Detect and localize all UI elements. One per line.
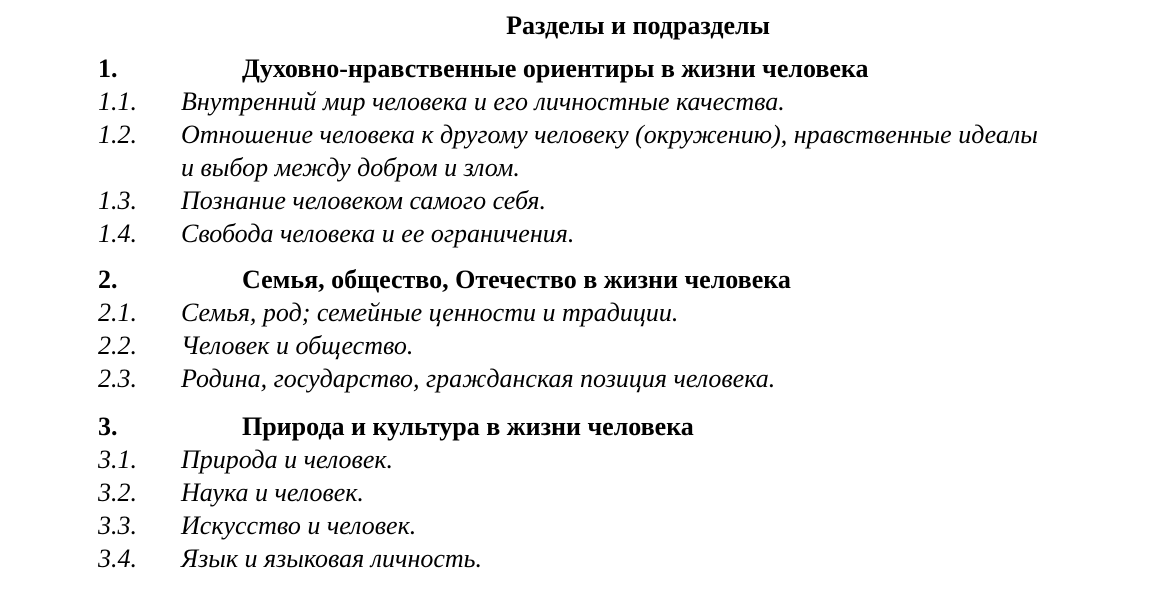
subsection-item [0,217,1167,250]
subsection-item [0,184,1167,217]
subsection-text: Человек и общество. [181,331,414,360]
subsection-text: Язык и языковая личность. [181,544,482,573]
subsection-text: Природа и человек. [181,445,394,474]
subsection-item [0,296,1167,329]
subsection-text: Наука и человек. [181,478,364,507]
section-3 [0,411,1167,575]
subsection-number: 2.1. [98,298,137,327]
section-number: 2. [98,265,118,294]
subsection-text: Познание человеком самого себя. [181,186,546,215]
section-2 [0,264,1167,395]
subsection-item [0,476,1167,509]
subsection-item [0,85,1167,118]
subsection-item [0,118,1167,184]
subsection-text: Внутренний мир человека и его личностные качества. [181,87,785,116]
section-number: 1. [98,54,118,83]
subsection-number: 2.3. [98,364,137,393]
section-heading [0,264,1167,296]
subsection-text: Семья, род; семейные ценности и традиции. [181,298,679,327]
section-title: Семья, общество, Отечество в жизни человека [242,265,791,294]
section-heading [0,53,1167,85]
subsection-text: Родина, государство, гражданская позиция человека. [181,364,776,393]
section-number: 3. [98,412,118,441]
subsection-item [0,329,1167,362]
subsection-text: Искусство и человек. [181,511,417,540]
subsection-number: 3.1. [98,445,137,474]
subsection-text: Отношение человека к другому человеку (окружению), нравственные идеалы и выбор между добром и злом. [181,120,1038,182]
subsection-item [0,542,1167,575]
subsection-number: 1.4. [98,219,137,248]
subsection-number: 1.3. [98,186,137,215]
subsection-number: 3.3. [98,511,137,540]
section-title: Духовно-нравственные ориентиры в жизни человека [242,54,869,83]
document-title: Разделы и подразделы [506,11,770,40]
subsection-number: 1.1. [98,87,137,116]
section-1 [0,53,1167,250]
subsection-number: 1.2. [98,120,137,149]
subsection-item [0,443,1167,476]
subsection-item [0,509,1167,542]
subsection-number: 3.2. [98,478,137,507]
subsection-number: 2.2. [98,331,137,360]
subsection-item [0,362,1167,395]
section-heading [0,411,1167,443]
subsection-number: 3.4. [98,544,137,573]
section-title: Природа и культура в жизни человека [242,412,694,441]
subsection-text: Свобода человека и ее ограничения. [181,219,575,248]
